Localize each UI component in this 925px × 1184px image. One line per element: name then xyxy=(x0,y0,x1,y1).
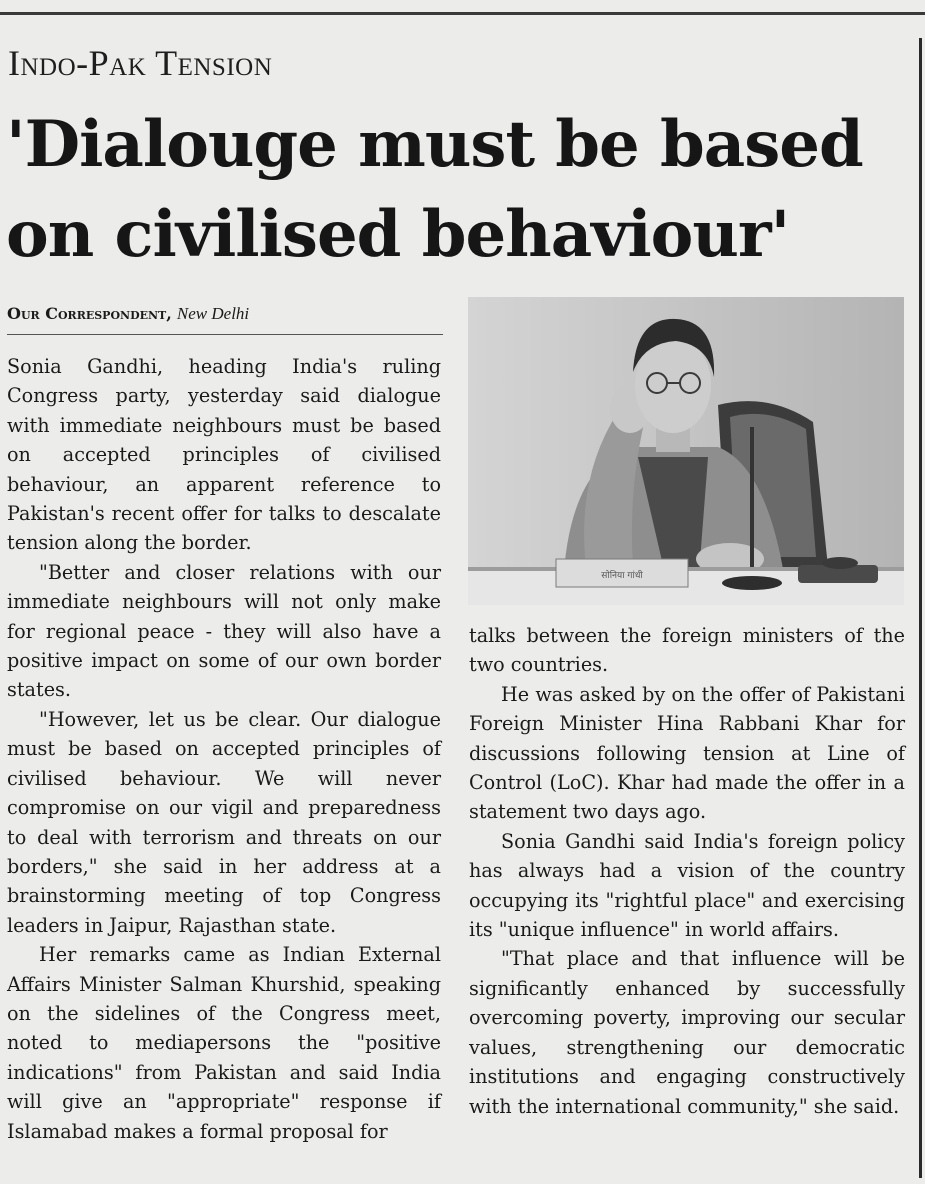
article-paragraph: talks between the foreign ministers of the two countries. xyxy=(469,624,905,677)
article-paragraph: Sonia Gandhi said India's foreign policy has always had a vision of the country occupying its "rightful place" and exercising its "unique influence" in world affairs. xyxy=(469,829,905,942)
top-rule xyxy=(0,12,925,15)
article-column-left xyxy=(7,352,441,1146)
article-paragraph: Her remarks came as Indian External Affairs Minister Salman Khurshid, speaking on the sidelines of the Congress meet, noted to mediapersons the "positive indications" from Pakistan and said India will give an "appropriate" response if Islamabad makes a formal proposal for xyxy=(7,943,441,1143)
section-kicker: Indo-Pak Tension xyxy=(8,43,273,83)
article-paragraph: He was asked by on the offer of Pakistani Foreign Minister Hina Rabbani Khar for discussions following tension at Line of Control (LoC). Khar had made the offer in a statement two days ago. xyxy=(469,682,905,824)
article-paragraph: "Better and closer relations with our immediate neighbours will not only make for regional peace - they will also have a positive impact on some of our own border states. xyxy=(7,560,441,702)
headline-line: 'Dialouge must be based xyxy=(6,107,863,182)
byline-name: Our Correspondent, xyxy=(7,304,172,323)
article-paragraph: "However, let us be clear. Our dialogue must be based on accepted principles of civilised behaviour. We will never compromise on our vigil and preparedness to deal with terrorism and threats on our borders," she said in her address at a brainstorming meeting of top Congress leaders in Jaipur, Rajasthan state. xyxy=(7,707,441,937)
article-photo xyxy=(468,297,904,605)
headline xyxy=(6,100,911,280)
article-paragraph: Sonia Gandhi, heading India's ruling Congress party, yesterday said dialogue with immediate neighbours must be based on accepted principles of civilised behaviour, an apparent reference to Pakistan's recent offer for talks to descalate tension along the border. xyxy=(7,355,441,555)
column-rule xyxy=(919,38,922,1178)
byline xyxy=(7,304,443,335)
byline-place: New Delhi xyxy=(176,304,250,323)
article-column-right xyxy=(469,621,905,1121)
nameplate-text: सोनिया गांधी xyxy=(601,571,643,581)
headline-line: on civilised behaviour' xyxy=(6,197,790,272)
article-paragraph: "That place and that influence will be significantly enhanced by successfully overcoming poverty, improving our secular values, strengthening our democratic institutions and engaging constructively with the international community," she said. xyxy=(469,947,905,1118)
